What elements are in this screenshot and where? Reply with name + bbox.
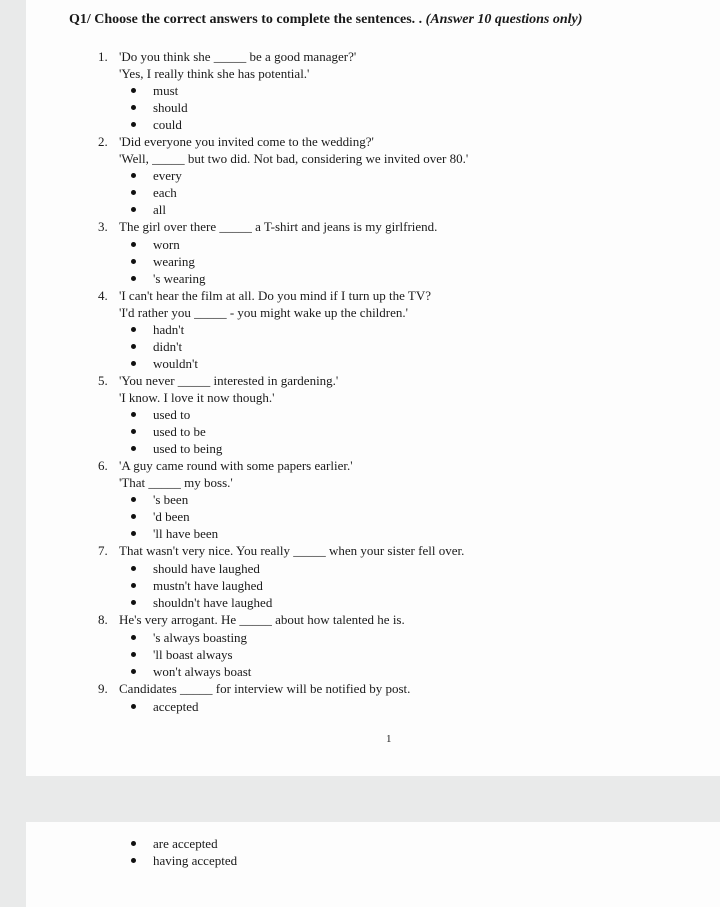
- question-number: 6.: [98, 458, 108, 473]
- bullet-icon: [131, 429, 136, 434]
- question-text: He's very arrogant. He _____ about how talented he is.: [119, 612, 405, 627]
- question-number: 7.: [98, 543, 108, 558]
- question-text: 'You never _____ interested in gardening.': [119, 373, 339, 388]
- option-text: 'll have been: [153, 526, 219, 541]
- option-text: are accepted: [153, 836, 218, 851]
- bullet-icon: [131, 514, 136, 519]
- question-text: 'Do you think she _____ be a good manager?': [119, 49, 357, 64]
- bullet-icon: [131, 412, 136, 417]
- question-number: 5.: [98, 373, 108, 388]
- question-text: 'That _____ my boss.': [119, 475, 233, 490]
- question-text: That wasn't very nice. You really _____ when your sister fell over.: [119, 543, 465, 558]
- option-text: accepted: [153, 699, 199, 714]
- option-text: 'll boast always: [153, 647, 233, 662]
- bullet-icon: [131, 361, 136, 366]
- question-number: 4.: [98, 288, 108, 303]
- option-text: worn: [153, 237, 180, 252]
- page-number: 1: [386, 733, 392, 745]
- option-text: used to being: [153, 441, 223, 456]
- question-number: 9.: [98, 681, 108, 696]
- question-text: The girl over there _____ a T-shirt and jeans is my girlfriend.: [119, 219, 438, 234]
- bullet-icon: [131, 88, 136, 93]
- option-text: 's always boasting: [153, 630, 248, 645]
- question-text: 'Yes, I really think she has potential.': [119, 66, 310, 81]
- option-text: each: [153, 185, 177, 200]
- option-text: wouldn't: [153, 356, 198, 371]
- option-text: won't always boast: [153, 664, 252, 679]
- bullet-icon: [131, 583, 136, 588]
- question-text: 'Did everyone you invited come to the wedding?': [119, 134, 374, 149]
- bullet-icon: [131, 531, 136, 536]
- bullet-icon: [131, 635, 136, 640]
- option-text: 'd been: [153, 509, 190, 524]
- document-page-1: [26, 0, 720, 776]
- bullet-icon: [131, 600, 136, 605]
- option-text: could: [153, 117, 182, 132]
- bullet-icon: [131, 566, 136, 571]
- question-text: 'I'd rather you _____ - you might wake up the children.': [119, 305, 408, 320]
- question-number: 8.: [98, 612, 108, 627]
- question-text: 'Well, _____ but two did. Not bad, considering we invited over 80.': [119, 151, 469, 166]
- bullet-icon: [131, 276, 136, 281]
- option-text: every: [153, 168, 182, 183]
- bullet-icon: [131, 242, 136, 247]
- option-text: should: [153, 100, 188, 115]
- option-text: all: [153, 202, 166, 217]
- heading-text: Q1/ Choose the correct answers to complete the sentences. .: [69, 12, 426, 27]
- option-text: having accepted: [153, 853, 238, 868]
- option-text: used to: [153, 407, 191, 422]
- bullet-icon: [131, 446, 136, 451]
- bullet-icon: [131, 652, 136, 657]
- question-text: 'I can't hear the film at all. Do you mind if I turn up the TV?: [119, 288, 432, 303]
- option-text: hadn't: [153, 322, 185, 337]
- bullet-icon: [131, 259, 136, 264]
- question-text: 'I know. I love it now though.': [119, 390, 275, 405]
- document-page-2: [26, 822, 720, 907]
- bullet-icon: [131, 497, 136, 502]
- bullet-icon: [131, 704, 136, 709]
- bullet-icon: [131, 122, 136, 127]
- question-number: 3.: [98, 219, 108, 234]
- question-number: 2.: [98, 134, 108, 149]
- option-text: shouldn't have laughed: [153, 595, 273, 610]
- question-number: 1.: [98, 49, 108, 64]
- option-text: mustn't have laughed: [153, 578, 263, 593]
- bullet-icon: [131, 344, 136, 349]
- option-text: used to be: [153, 424, 206, 439]
- bullet-icon: [131, 669, 136, 674]
- heading-note: (Answer 10 questions only): [425, 12, 583, 27]
- question-heading: [69, 12, 582, 28]
- bullet-icon: [131, 841, 136, 846]
- question-text: 'A guy came round with some papers earlier.': [119, 458, 353, 473]
- bullet-icon: [131, 105, 136, 110]
- bullet-icon: [131, 327, 136, 332]
- question-text: Candidates _____ for interview will be notified by post.: [119, 681, 411, 696]
- bullet-icon: [131, 858, 136, 863]
- option-text: wearing: [153, 254, 195, 269]
- bullet-icon: [131, 207, 136, 212]
- option-text: didn't: [153, 339, 183, 354]
- bullet-icon: [131, 190, 136, 195]
- option-text: 's wearing: [153, 271, 206, 286]
- option-text: 's been: [153, 492, 189, 507]
- bullet-icon: [131, 173, 136, 178]
- option-text: must: [153, 83, 179, 98]
- option-text: should have laughed: [153, 561, 260, 576]
